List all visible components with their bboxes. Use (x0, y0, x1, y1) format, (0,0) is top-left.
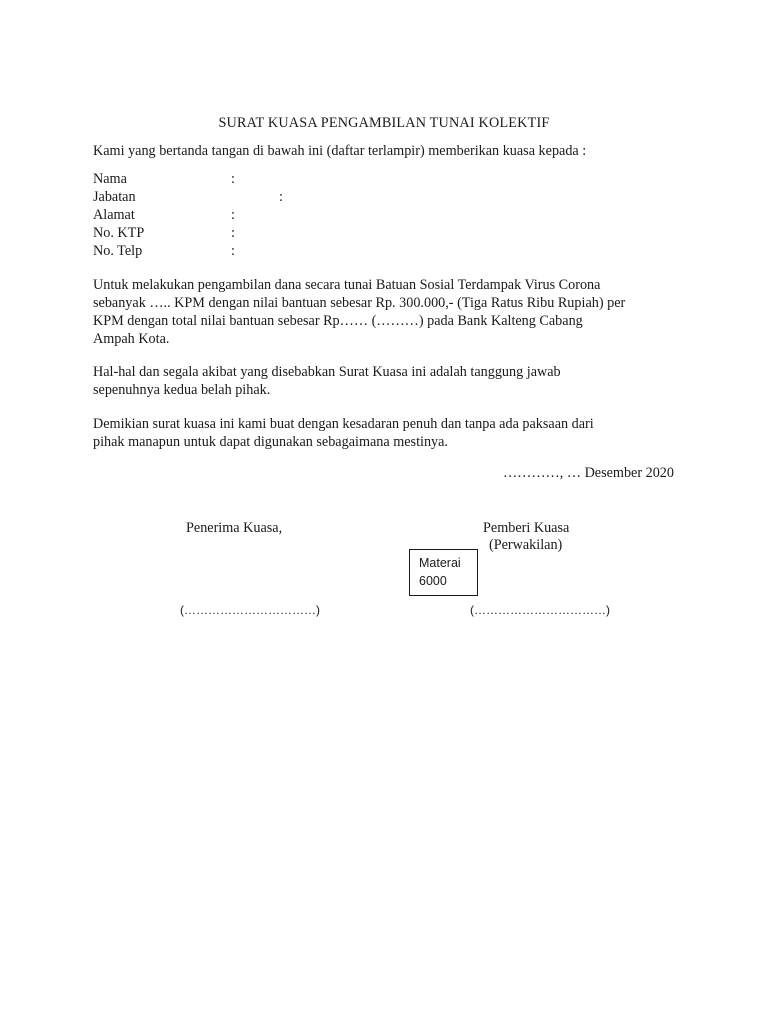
recipient-signature-blank: (……………………………) (180, 603, 320, 617)
stamp-label: Materai (419, 556, 461, 570)
field-separator: : (231, 243, 235, 259)
field-label: Jabatan (93, 189, 136, 205)
paragraph-line: Demikian surat kuasa ini kami buat dengan kesadaran penuh dan tanpa ada paksaan dari (93, 416, 594, 432)
document-title: SURAT KUASA PENGAMBILAN TUNAI KOLEKTIF (218, 115, 550, 131)
field-label: Alamat (93, 207, 135, 223)
field-telp (93, 243, 142, 260)
grantor-sub-label: (Perwakilan) (489, 537, 563, 553)
paragraph-line: Ampah Kota. (93, 331, 170, 347)
stamp-value: 6000 (419, 574, 447, 588)
field-alamat (93, 207, 135, 224)
paragraph-line: Hal-hal dan segala akibat yang disebabkan Surat Kuasa ini adalah tanggung jawab (93, 364, 561, 380)
field-separator: : (231, 171, 235, 187)
recipient-label: Penerima Kuasa, (186, 520, 283, 536)
intro-text: Kami yang bertanda tangan di bawah ini (daftar terlampir) memberikan kuasa kepada : (93, 143, 587, 159)
grantor-signature-blank: (……………………………) (470, 603, 610, 617)
field-separator: : (279, 189, 283, 205)
field-nama (93, 171, 127, 188)
paragraph-line: sebanyak ….. KPM dengan nilai bantuan sebesar Rp. 300.000,- (Tiga Ratus Ribu Rupiah) per (93, 295, 626, 311)
paragraph-line: Untuk melakukan pengambilan dana secara tunai Batuan Sosial Terdampak Virus Corona (93, 277, 601, 293)
paragraph-responsibility (93, 363, 693, 399)
field-label: Nama (93, 171, 127, 187)
grantor-label: Pemberi Kuasa (483, 520, 570, 536)
paragraph-closing (93, 415, 693, 451)
field-separator: : (231, 207, 235, 223)
paragraph-line: sepenuhnya kedua belah pihak. (93, 382, 271, 398)
paragraph-line: KPM dengan total nilai bantuan sebesar Rp…… (………) pada Bank Kalteng Cabang (93, 313, 583, 329)
field-label: No. KTP (93, 225, 145, 241)
date-line: …………, … Desember 2020 (502, 465, 674, 481)
paragraph-line: pihak manapun untuk dapat digunakan sebagaimana mestinya. (93, 434, 448, 450)
field-jabatan (93, 189, 136, 206)
paragraph-purpose (93, 276, 693, 348)
stamp-box (409, 549, 478, 596)
field-separator: : (231, 225, 235, 241)
field-label: No. Telp (93, 243, 143, 259)
field-ktp (93, 225, 144, 242)
